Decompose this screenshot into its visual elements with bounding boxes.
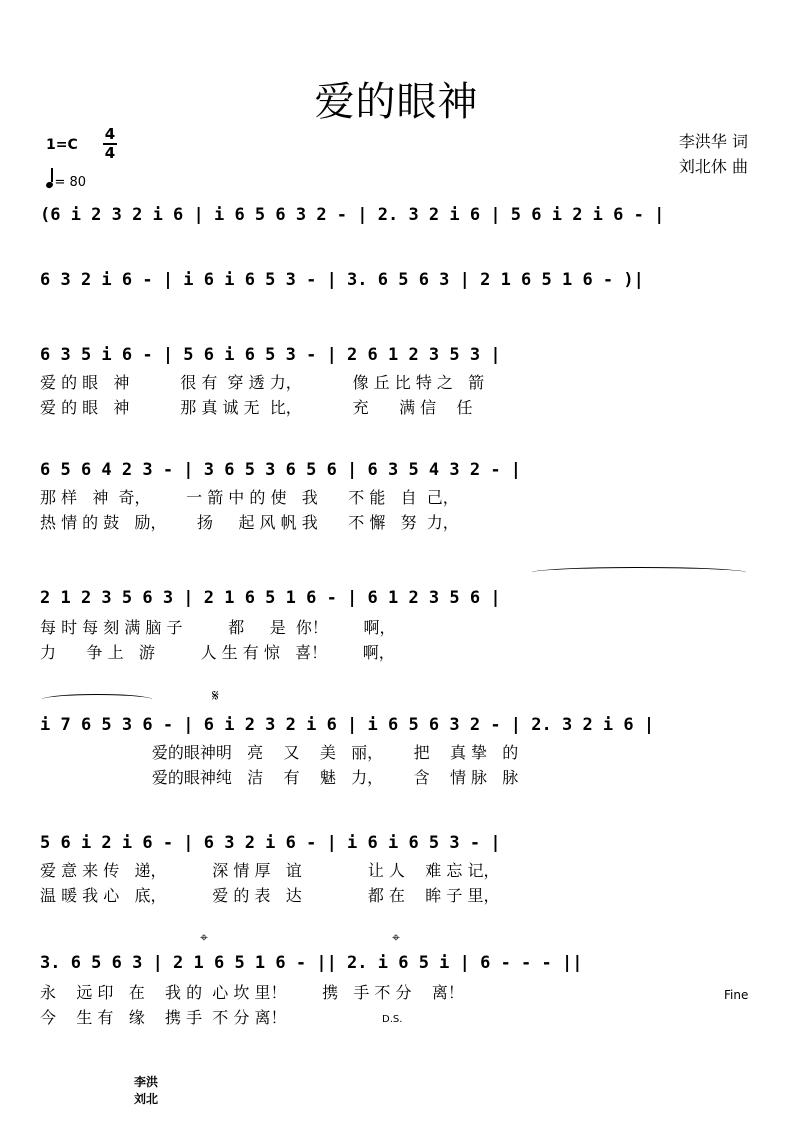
lyricist-credit: 李洪华 词 (678, 132, 748, 151)
time-signature (103, 127, 117, 161)
ds-marking: D.S. (382, 1014, 403, 1025)
lyric-verse-1: 爱 意 来 传 递， 深 情 厚 谊 让 人 难 忘 记， (40, 861, 500, 880)
lyric-verse-1: 那 样 神 奇， 一 箭 中 的 使 我 不 能 自 己， (40, 488, 459, 507)
coda-icon: ⌖ (392, 930, 400, 946)
footer-lyricist: 李洪 (134, 1075, 159, 1089)
time-signature-top: 4 (104, 125, 116, 143)
lyric-verse-2: 力 争 上 游 人 生 有 惊 喜！ 啊， (40, 643, 395, 662)
time-signature-bottom: 4 (104, 144, 116, 162)
footer-composer: 刘北 (134, 1092, 159, 1106)
lyric-verse-2: 爱的眼神纯 洁 有 魅 力， 含 情 脉 脉 (40, 768, 519, 787)
notation-line: 6 3 5 i 6 - | 5 6 i 6 5 3 - | 2 6 1 2 3 5 3 | (40, 345, 501, 365)
composer-credit: 刘北休 曲 (678, 157, 748, 176)
notation-line: 2 1 2 3 5 6 3 | 2 1 6 5 1 6 - | 6 1 2 3 5 6 | (40, 588, 501, 608)
notation-line: 5 6 i 2 i 6 - | 6 3 2 i 6 - | i 6 i 6 5 3 - | (40, 833, 501, 853)
lyric-verse-2: 温 暖 我 心 底， 爱 的 表 达 都 在 眸 子 里， (40, 886, 500, 905)
lyric-verse-1: 爱 的 眼 神 很 有 穿 透 力， 像 丘 比 特 之 箭 (40, 373, 485, 392)
tempo-marking (46, 172, 86, 190)
lyric-verse-2: 爱 的 眼 神 那 真 诚 无 比， 充 满 信 任 (40, 398, 473, 417)
lyric-verse-2: 今 生 有 缘 携 手 不 分 离！ (40, 1008, 287, 1027)
long-slur (42, 694, 152, 705)
lyric-verse-1: 永 远 印 在 我 的 心 坎 里！ 携 手 不 分 离！ (40, 983, 464, 1002)
page-title: 爱的眼神 (314, 79, 479, 125)
lyric-verse-1: 每 时 每 刻 满 脑 子 都 是 你！ 啊， (40, 618, 396, 637)
lyric-verse-2: 热 情 的 鼓 励， 扬 起 风 帆 我 不 懈 努 力， (40, 513, 459, 532)
notation-line: (6 i 2 3 2 i 6 | i 6 5 6 3 2 - | 2. 3 2 i 6 | 5 6 i 2 i 6 - | (40, 205, 665, 225)
segno-icon: 𝄋 (212, 686, 219, 705)
notation-line: 6 5 6 4 2 3 - | 3 6 5 3 6 5 6 | 6 3 5 4 3 2 - | (40, 460, 522, 480)
notation-line: 6 3 2 i 6 - | i 6 i 6 5 3 - | 3. 6 5 6 3 | 2 1 6 5 1 6 - )| (40, 270, 644, 290)
long-slur (532, 567, 746, 578)
tempo-value: = 80 (54, 175, 87, 190)
notation-line: 3. 6 5 6 3 | 2 1 6 5 1 6 - || 2. i 6 5 i | 6 - - - || (40, 953, 583, 973)
quarter-note-icon (45, 181, 54, 189)
notation-line: i 7 6 5 3 6 - | 6 i 2 3 2 i 6 | i 6 5 6 3 2 - | 2. 3 2 i 6 | (40, 715, 655, 735)
key-signature: 1=C (46, 137, 78, 153)
coda-icon: ⌖ (200, 930, 208, 946)
fine-marking: Fine (724, 988, 749, 1002)
lyric-verse-1: 爱的眼神明 亮 又 美 丽， 把 真 挚 的 (40, 743, 519, 762)
